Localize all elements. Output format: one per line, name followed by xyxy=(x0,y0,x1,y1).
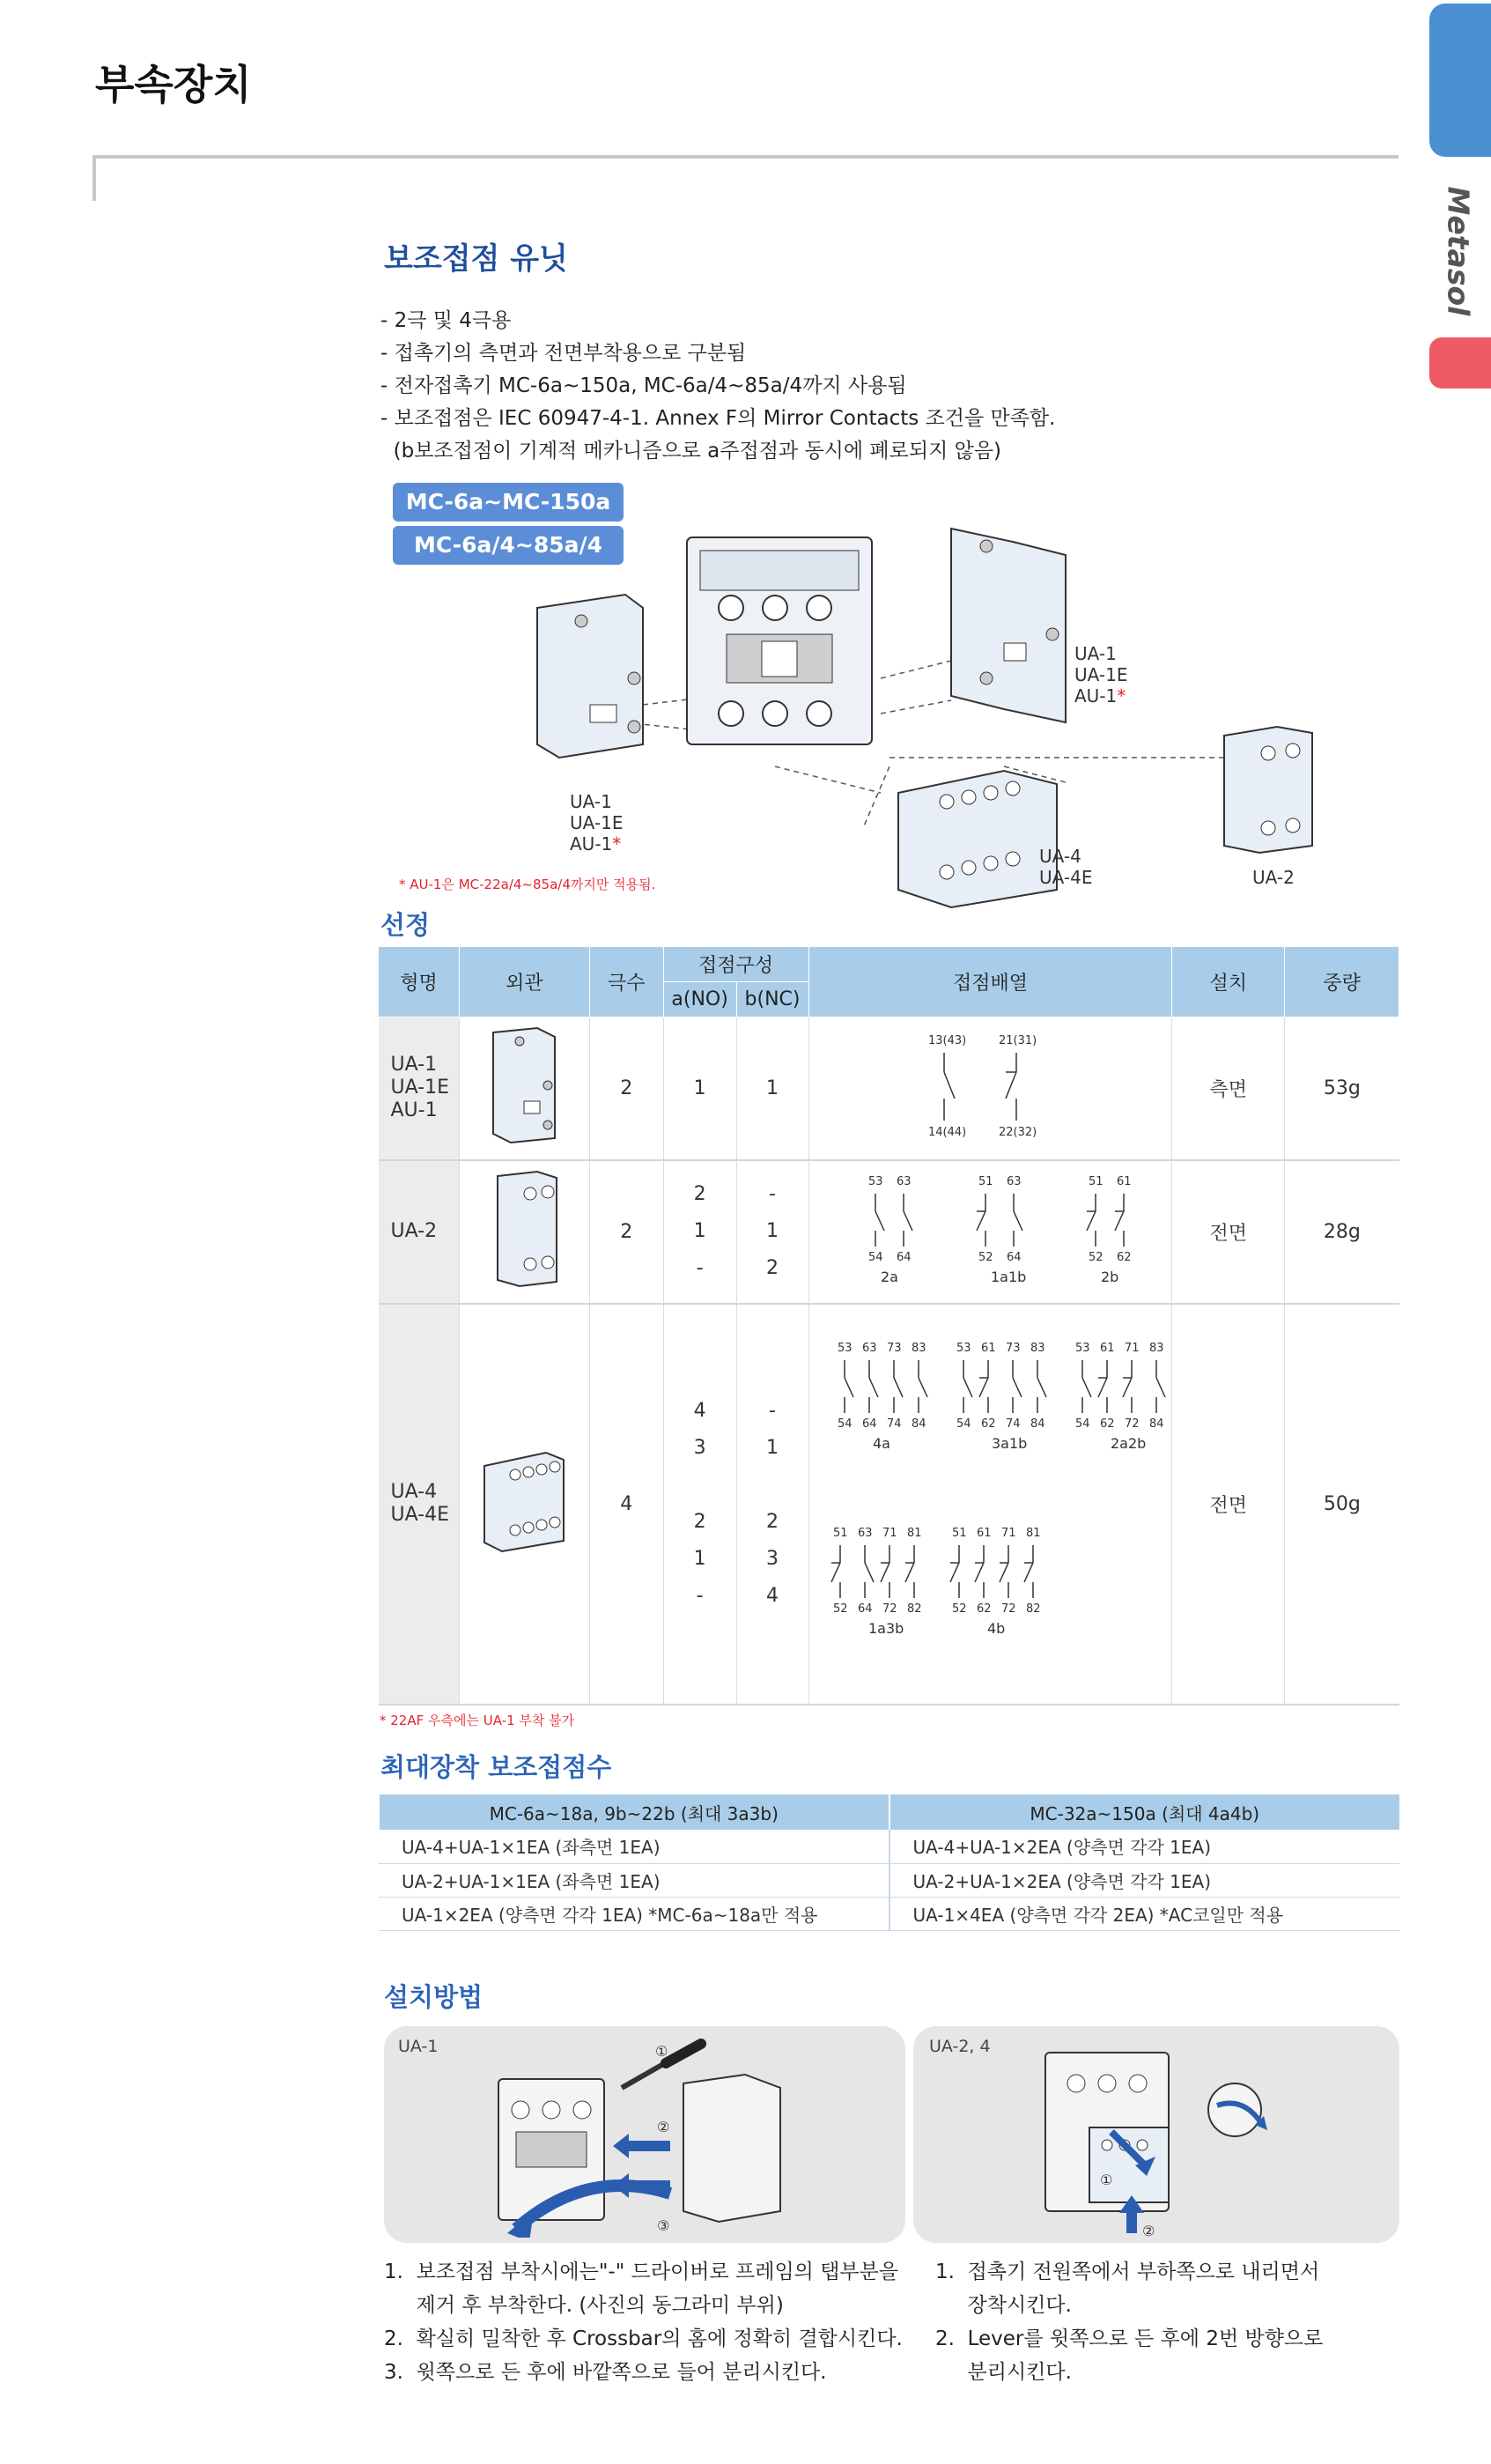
arrangement-label: 2b xyxy=(1101,1269,1119,1285)
terminal-label: 81 xyxy=(1026,1527,1042,1540)
contact-no xyxy=(869,1378,878,1397)
terminal-label: 73 xyxy=(1006,1342,1022,1355)
contact-no xyxy=(845,1378,853,1397)
install-label: UA-1 xyxy=(398,2037,439,2056)
terminal-label: 71 xyxy=(882,1527,898,1540)
ua1-thumbnail xyxy=(484,1024,564,1147)
svg-text:13(43): 13(43) xyxy=(928,1034,967,1048)
b-value: - 1 2 xyxy=(736,1160,808,1304)
terminal-label: 82 xyxy=(1026,1602,1042,1616)
marker-2: ② xyxy=(1142,2223,1155,2238)
header-arrangement: 접점배열 xyxy=(808,947,1172,1017)
section-title-aux: 보조접점 유닛 xyxy=(384,241,568,277)
contact-nc xyxy=(975,1563,984,1582)
terminal-label: 54 xyxy=(1075,1417,1091,1431)
install-label: UA-2, 4 xyxy=(929,2037,991,2056)
contact-no xyxy=(1037,1378,1046,1397)
contact-no xyxy=(1082,1378,1091,1397)
ua4-unit xyxy=(898,771,1057,907)
table-row xyxy=(379,1304,1399,1705)
step-item: 분리시킨다. xyxy=(935,2361,1072,2384)
poles-value: 2 xyxy=(589,1017,663,1160)
terminal-label: 84 xyxy=(1030,1417,1046,1431)
model-name: UA-1 UA-1E AU-1 xyxy=(379,1017,460,1160)
section-title-max: 최대장착 보조접점수 xyxy=(380,1752,612,1782)
install-panel-ua2-4 xyxy=(913,2026,1399,2243)
step-item: 제거 후 부착한다. (사진의 동그라미 부위) xyxy=(384,2294,784,2317)
poles-value: 2 xyxy=(589,1160,663,1304)
terminal-label: 72 xyxy=(1001,1602,1017,1616)
contact-nc xyxy=(1087,1211,1096,1231)
a-value: 4 3 2 1 - xyxy=(663,1304,736,1705)
terminal-label: 52 xyxy=(1089,1251,1104,1264)
feature-item: (b보조접점이 기계적 메카니즘으로 a주접점과 동시에 폐로되지 않음) xyxy=(380,440,1002,462)
install-steps-ua1 xyxy=(384,2255,903,2389)
marker-3: ③ xyxy=(657,2217,670,2234)
arrangement-label: 1a3b xyxy=(868,1620,904,1637)
install-steps-ua2-4 xyxy=(935,2255,1323,2389)
contact-nc xyxy=(1098,1378,1107,1397)
terminal-label: 62 xyxy=(1100,1417,1116,1431)
terminal-label: 64 xyxy=(897,1251,912,1264)
contact-nc xyxy=(881,1563,889,1582)
terminal-label: 64 xyxy=(858,1602,874,1616)
brand-label: Metasol xyxy=(1441,186,1476,316)
step-item: 2. Lever를 윗쪽으로 든 후에 2번 방향으로 xyxy=(935,2327,1324,2350)
marker-2: ② xyxy=(657,2119,670,2135)
table-row xyxy=(379,1830,1399,1863)
header-divider xyxy=(92,155,1399,159)
contact-group xyxy=(868,1175,912,1285)
label-ua1-right: UA-1 UA-1E AU-1* xyxy=(1074,643,1128,707)
terminal-label: 73 xyxy=(887,1342,903,1355)
terminal-label: 83 xyxy=(1149,1342,1165,1355)
marker-1: ① xyxy=(1100,2172,1113,2188)
terminal-label: 51 xyxy=(1089,1175,1104,1188)
feature-item: - 2극 및 4극용 xyxy=(380,309,512,332)
max-cell: UA-2+UA-1×2EA (양측면 각각 1EA) xyxy=(889,1863,1400,1897)
contact-no xyxy=(919,1378,927,1397)
side-tab[interactable] xyxy=(1429,4,1491,157)
step-item: 2. 확실히 밀착한 후 Crossbar의 홈에 정확히 결합시킨다. xyxy=(384,2327,903,2350)
contact-no xyxy=(1156,1378,1165,1397)
side-tab-accent[interactable] xyxy=(1429,337,1491,388)
contact-no xyxy=(904,1211,912,1231)
feature-list xyxy=(380,305,1055,468)
table-row xyxy=(379,1897,1399,1930)
terminal-label: 71 xyxy=(1001,1527,1017,1540)
terminal-label: 53 xyxy=(1075,1342,1091,1355)
label-ua4: UA-4 UA-4E xyxy=(1039,846,1093,888)
max-cell: UA-1×4EA (양측면 각각 2EA) *AC코일만 적용 xyxy=(889,1897,1400,1930)
header-weight: 중량 xyxy=(1285,947,1399,1017)
terminal-label: 61 xyxy=(977,1527,993,1540)
contact-group xyxy=(950,1527,1041,1637)
selection-note: * 22AF 우측에는 UA-1 부착 불가 xyxy=(380,1713,575,1728)
header-model: 형명 xyxy=(379,947,460,1017)
header-a-no: a(NO) xyxy=(663,982,736,1017)
install-panel-ua1 xyxy=(384,2026,905,2243)
terminal-label: 72 xyxy=(1125,1417,1140,1431)
marker-1: ① xyxy=(655,2043,668,2060)
header-mounting: 설치 xyxy=(1172,947,1285,1017)
contact-nc xyxy=(950,1563,959,1582)
terminal-label: 54 xyxy=(956,1417,972,1431)
terminal-label: 83 xyxy=(1030,1342,1046,1355)
terminal-label: 62 xyxy=(977,1602,993,1616)
header-divider-corner xyxy=(92,155,96,201)
terminal-label: 53 xyxy=(838,1342,853,1355)
weight-value: 53g xyxy=(1285,1017,1399,1160)
terminal-label: 61 xyxy=(1100,1342,1116,1355)
svg-text:22(32): 22(32) xyxy=(999,1126,1037,1140)
contact-nc xyxy=(1123,1378,1132,1397)
contact-no xyxy=(894,1378,903,1397)
table-row xyxy=(379,1017,1399,1160)
step-item: 장착시킨다. xyxy=(935,2294,1072,2317)
section-title-install: 설치방법 xyxy=(384,1982,483,2012)
feature-item: - 전자접촉기 MC-6a~150a, MC-6a/4~85a/4까지 사용됨 xyxy=(380,374,907,397)
contact-diagram xyxy=(808,1017,1172,1160)
terminal-label: 83 xyxy=(912,1342,927,1355)
contact-group xyxy=(1075,1342,1165,1452)
arrangement-label: 1a1b xyxy=(991,1269,1027,1285)
section-title-selection: 선정 xyxy=(380,910,431,940)
terminal-label: 52 xyxy=(833,1602,849,1616)
contactor-body xyxy=(687,537,872,744)
contact-nc xyxy=(1024,1563,1033,1582)
step-item: 1. 보조접점 부착시에는"-" 드라이버로 프레임의 탭부분을 xyxy=(384,2261,899,2283)
ua2-unit xyxy=(1224,727,1312,853)
terminal-label: 71 xyxy=(1125,1342,1140,1355)
weight-value: 50g xyxy=(1285,1304,1399,1705)
table-row xyxy=(379,1863,1399,1897)
terminal-label: 52 xyxy=(978,1251,994,1264)
arrangement-label: 2a2b xyxy=(1111,1435,1147,1452)
contact-group xyxy=(977,1175,1026,1285)
header-b-nc: b(NC) xyxy=(736,982,808,1017)
terminal-label: 52 xyxy=(952,1602,968,1616)
contact-nc xyxy=(831,1563,840,1582)
ua1-left-unit xyxy=(537,595,643,758)
contact-no xyxy=(1014,1211,1022,1231)
svg-text:14(44): 14(44) xyxy=(928,1126,967,1140)
feature-item: - 보조접점은 IEC 60947-4-1. Annex F의 Mirror Contacts 조건을 만족함. xyxy=(380,407,1056,430)
arrangement-label: 2a xyxy=(881,1269,899,1285)
model-badge: MC-6a~MC-150a xyxy=(393,483,624,522)
header-contact-config: 접점구성 xyxy=(663,947,808,982)
ua1-right-unit xyxy=(951,529,1066,722)
product-illustration xyxy=(511,502,1321,916)
max-cell: UA-4+UA-1×2EA (양측면 각각 1EA) xyxy=(889,1830,1400,1863)
terminal-label: 82 xyxy=(907,1602,923,1616)
terminal-label: 54 xyxy=(838,1417,853,1431)
b-value: - 1 2 3 4 xyxy=(736,1304,808,1705)
terminal-label: 63 xyxy=(897,1175,912,1188)
product-image xyxy=(459,1017,589,1160)
ua2-thumbnail xyxy=(484,1167,564,1291)
contact-no xyxy=(963,1378,972,1397)
model-badge: MC-6a/4~85a/4 xyxy=(393,526,624,565)
svg-text:21(31): 21(31) xyxy=(999,1034,1037,1048)
contact-no xyxy=(875,1211,884,1231)
contact-group xyxy=(838,1342,927,1452)
ua4-thumbnail xyxy=(476,1444,572,1558)
product-image xyxy=(459,1304,589,1705)
mounting-value: 측면 xyxy=(1172,1017,1285,1160)
terminal-label: 84 xyxy=(1149,1417,1165,1431)
contact-diagram xyxy=(808,1304,1172,1705)
terminal-label: 53 xyxy=(868,1175,884,1188)
terminal-label: 63 xyxy=(1007,1175,1022,1188)
arrangement-label: 4a xyxy=(873,1435,891,1452)
contact-group xyxy=(831,1527,922,1637)
contact-diagram xyxy=(808,1160,1172,1304)
terminal-label: 51 xyxy=(952,1527,968,1540)
install-illustration-ua1 xyxy=(481,2035,798,2238)
terminal-label: 64 xyxy=(1007,1251,1022,1264)
terminal-label: 51 xyxy=(978,1175,994,1188)
arrangement-label: 3a1b xyxy=(992,1435,1028,1452)
max-header: MC-6a~18a, 9b~22b (최대 3a3b) xyxy=(379,1794,889,1830)
terminal-label: 61 xyxy=(1117,1175,1133,1188)
max-cell: UA-4+UA-1×1EA (좌측면 1EA) xyxy=(379,1830,889,1863)
header-appearance: 외관 xyxy=(459,947,589,1017)
label-ua1-left: UA-1 UA-1E AU-1* xyxy=(570,791,624,855)
terminal-label: 74 xyxy=(1006,1417,1022,1431)
terminal-label: 61 xyxy=(981,1342,997,1355)
terminal-label: 51 xyxy=(833,1527,849,1540)
poles-value: 4 xyxy=(589,1304,663,1705)
model-name: UA-2 xyxy=(379,1160,460,1304)
terminal-label: 54 xyxy=(868,1251,884,1264)
max-cell: UA-1×2EA (양측면 각각 1EA) *MC-6a~18a만 적용 xyxy=(379,1897,889,1930)
model-name: UA-4 UA-4E xyxy=(379,1304,460,1705)
selection-table xyxy=(378,946,1399,1706)
terminal-label: 74 xyxy=(887,1417,903,1431)
contact-nc xyxy=(1000,1563,1008,1582)
terminal-label: 81 xyxy=(907,1527,923,1540)
terminal-label: 53 xyxy=(956,1342,972,1355)
terminal-label: 63 xyxy=(858,1527,874,1540)
feature-item: - 접촉기의 측면과 전면부착용으로 구분됨 xyxy=(380,342,747,365)
contact-no xyxy=(1013,1378,1022,1397)
b-value: 1 xyxy=(736,1017,808,1160)
contact-nc xyxy=(905,1563,914,1582)
contact-nc xyxy=(977,1211,985,1231)
install-illustration-ua2-4 xyxy=(1037,2044,1283,2238)
page-title: 부속장치 xyxy=(95,61,252,108)
weight-value: 28g xyxy=(1285,1160,1399,1304)
step-item: 3. 윗쪽으로 든 후에 바깥쪽으로 들어 분리시킨다. xyxy=(384,2361,827,2384)
label-ua2: UA-2 xyxy=(1252,867,1295,888)
mounting-value: 전면 xyxy=(1172,1304,1285,1705)
arrangement-label: 4b xyxy=(987,1620,1006,1637)
contact-group xyxy=(956,1342,1046,1452)
max-header: MC-32a~150a (최대 4a4b) xyxy=(889,1794,1400,1830)
header-poles: 극수 xyxy=(589,947,663,1017)
contact-nc xyxy=(1115,1211,1124,1231)
terminal-label: 62 xyxy=(981,1417,997,1431)
product-image xyxy=(459,1160,589,1304)
aux-note: * AU-1은 MC-22a/4~85a/4까지만 적용됨. xyxy=(399,877,656,892)
max-contacts-table xyxy=(378,1794,1399,1931)
terminal-label: 84 xyxy=(912,1417,927,1431)
contact-group xyxy=(1087,1175,1132,1285)
mounting-value: 전면 xyxy=(1172,1160,1285,1304)
a-value: 1 xyxy=(663,1017,736,1160)
a-value: 2 1 - xyxy=(663,1160,736,1304)
terminal-label: 72 xyxy=(882,1602,898,1616)
terminal-label: 64 xyxy=(862,1417,878,1431)
terminal-label: 62 xyxy=(1117,1251,1133,1264)
max-cell: UA-2+UA-1×1EA (좌측면 1EA) xyxy=(379,1863,889,1897)
contact-no xyxy=(865,1563,874,1582)
step-item: 1. 접촉기 전원쪽에서 부하쪽으로 내리면서 xyxy=(935,2261,1320,2283)
contact-nc xyxy=(979,1378,988,1397)
terminal-label: 63 xyxy=(862,1342,878,1355)
table-row xyxy=(379,1160,1399,1304)
